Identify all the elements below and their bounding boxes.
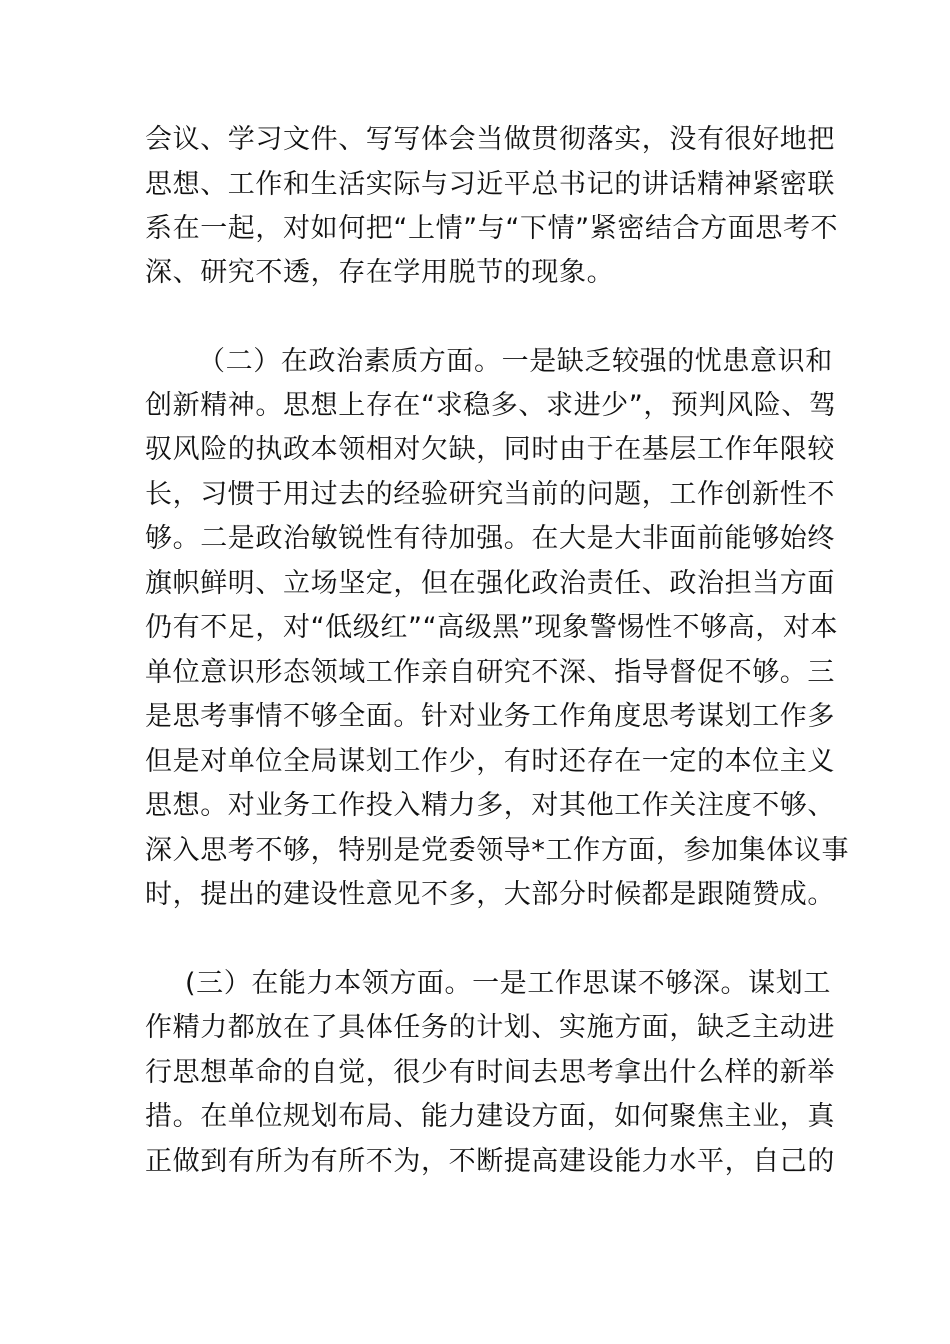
paragraph-2-line-2: 创新精神。思想上存在“求稳多、求进少”，预判风险、驾 [145, 390, 837, 421]
paragraph-3-line-4: 措。在单位规划布局、能力建设方面，如何聚焦主业，真 [145, 1101, 835, 1132]
paragraph-2-line-3: 驭风险的执政本领相对欠缺，同时由于在基层工作年限较 [145, 434, 835, 465]
paragraph-2-line-8: 单位意识形态领域工作亲自研究不深、指导督促不够。三 [145, 657, 835, 688]
paragraph-1-line-2: 思想、工作和生活实际与习近平总书记的讲话精神紧密联 [145, 169, 835, 200]
paragraph-3-line-5: 正做到有所为有所不为，不断提高建设能力水平，自己的 [145, 1146, 835, 1177]
paragraph-2-line-10: 但是对单位全局谋划工作少，有时还存在一定的本位主义 [145, 746, 835, 777]
paragraph-2-line-7: 仍有不足，对“低级红”“高级黑”现象警惕性不够高，对本 [145, 612, 839, 643]
paragraph-2-line-6: 旗帜鲜明、立场坚定，但在强化政治责任、政治担当方面 [145, 568, 835, 599]
paragraph-2-line-1: （二）在政治素质方面。一是缺乏较强的忧患意识和 [198, 346, 833, 377]
paragraph-2-line-11: 思想。对业务工作投入精力多，对其他工作关注度不够、 [145, 790, 835, 821]
paragraph-2-line-9: 是思考事情不够全面。针对业务工作角度思考谋划工作多 [145, 701, 835, 732]
paragraph-2-line-5: 够。二是政治敏锐性有待加强。在大是大非面前能够始终 [145, 523, 835, 554]
paragraph-2-line-12: 深入思考不够，特别是党委领导*工作方面，参加集体议事 [145, 835, 850, 866]
paragraph-3-line-3: 行思想革命的自觉，很少有时间去思考拿出什么样的新举 [145, 1057, 835, 1088]
paragraph-1-line-3: 系在一起，对如何把“上情”与“下情”紧密结合方面思考不 [145, 213, 839, 244]
paragraph-2-line-13: 时，提出的建设性意见不多，大部分时候都是跟随赞成。 [145, 879, 835, 910]
paragraph-1-line-1: 会议、学习文件、写写体会当做贯彻落实，没有很好地把 [145, 124, 835, 155]
paragraph-2-line-4: 长，习惯于用过去的经验研究当前的问题，工作创新性不 [145, 479, 835, 510]
paragraph-1-line-4: 深、研究不透，存在学用脱节的现象。 [145, 257, 615, 288]
paragraph-3-line-1: (三）在能力本领方面。一是工作思谋不够深。谋划工 [185, 968, 831, 999]
paragraph-3-line-2: 作精力都放在了具体任务的计划、实施方面，缺乏主动进 [145, 1012, 835, 1043]
